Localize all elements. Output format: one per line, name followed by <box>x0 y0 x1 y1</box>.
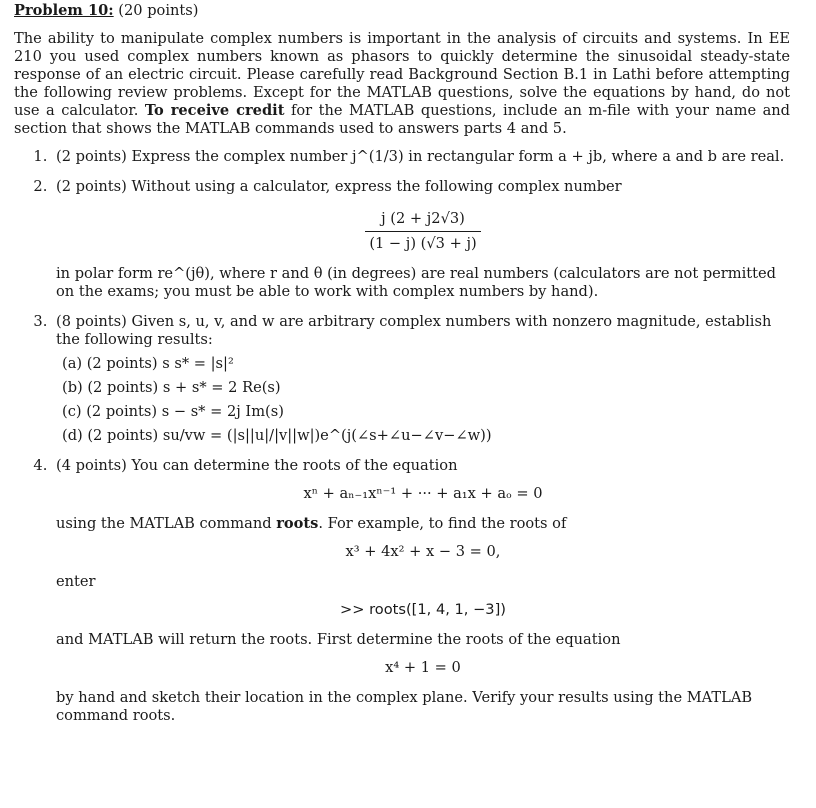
q2-fraction <box>56 210 790 253</box>
q3-part-b: (b) (2 points) s + s* = 2 Re(s) <box>62 379 281 396</box>
q2-numerator: j (2 + j2√3) <box>381 210 465 227</box>
problem-list <box>14 148 790 725</box>
q2-lead: 2. (2 points) Without using a calculator, express the following complex number <box>56 178 622 195</box>
q4-using-post: . For example, to find the roots of <box>318 515 567 532</box>
problem-title: Problem 10: <box>14 2 114 19</box>
q2-after: in polar form re^(jθ), where r and θ (in degrees) are real numbers (calculators are not permitted on the exams; you must be able to work with complex numbers by hand). <box>56 265 776 300</box>
question-3 <box>52 313 790 445</box>
q4-equation-general: xⁿ + aₙ₋₁xⁿ⁻¹ + ··· + a₁x + aₒ = 0 <box>303 485 543 502</box>
intro-paragraph <box>14 30 790 138</box>
question-1 <box>52 148 790 166</box>
q4-target-equation: x⁴ + 1 = 0 <box>385 659 461 676</box>
q4-lead: 4. (4 points) You can determine the roots of the equation <box>56 457 458 474</box>
intro-bold: To receive credit <box>144 102 285 119</box>
q3-part-c: (c) (2 points) s − s* = 2j Im(s) <box>62 403 284 420</box>
intro-text-2: for the MATLAB questions, include an m-file with your name and section that shows the MATLAB commands used to answers parts 4 and 5. <box>14 102 791 137</box>
question-2 <box>52 178 790 301</box>
q2-denominator: (1 − j) (√3 + j) <box>365 231 480 253</box>
q4-using-pre: using the MATLAB command <box>56 515 272 532</box>
question-4 <box>52 457 790 725</box>
q4-matlab-command: >> roots([1, 4, 1, −3]) <box>340 601 506 618</box>
q4-using-line <box>56 515 790 533</box>
intro-text-1: The ability to manipulate complex numbers is important in the analysis of circuits and systems. In EE 210 you used complex numbers known as phasors to quickly determine the sinusoidal steady-state response of an electric circuit. Please carefully read Background Section B.1 in Lathi before attempting the following review problems. Except for the MATLAB questions, solve the equations by hand, do not use a calculator. <box>14 30 790 119</box>
q4-roots-command: roots <box>276 515 319 532</box>
q4-enter-label: enter <box>56 573 96 590</box>
problem-page <box>14 2 790 737</box>
problem-points: (20 points) <box>118 2 199 19</box>
q3-part-d: (d) (2 points) su/vw = (|s||u|/|v||w|)e^(j(∠s+∠u−∠v−∠w)) <box>62 427 492 444</box>
q4-example-equation: x³ + 4x² + x − 3 = 0, <box>345 543 501 560</box>
q4-return-text: and MATLAB will return the roots. First determine the roots of the equation <box>56 631 621 648</box>
q1-text: (2 points) Express the complex number j^(1/3) in rectangular form a + jb, where a and b are real. <box>56 148 785 165</box>
q3-lead: 3. (8 points) Given s, u, v, and w are arbitrary complex numbers with nonzero magnitude, establish the following results: <box>56 313 772 348</box>
q4-final-text: by hand and sketch their location in the complex plane. Verify your results using the MATLAB command roots. <box>56 689 753 724</box>
problem-header <box>14 2 790 20</box>
q3-part-a: (a) (2 points) s s* = |s|² <box>62 355 234 372</box>
q3-subparts <box>56 355 790 445</box>
